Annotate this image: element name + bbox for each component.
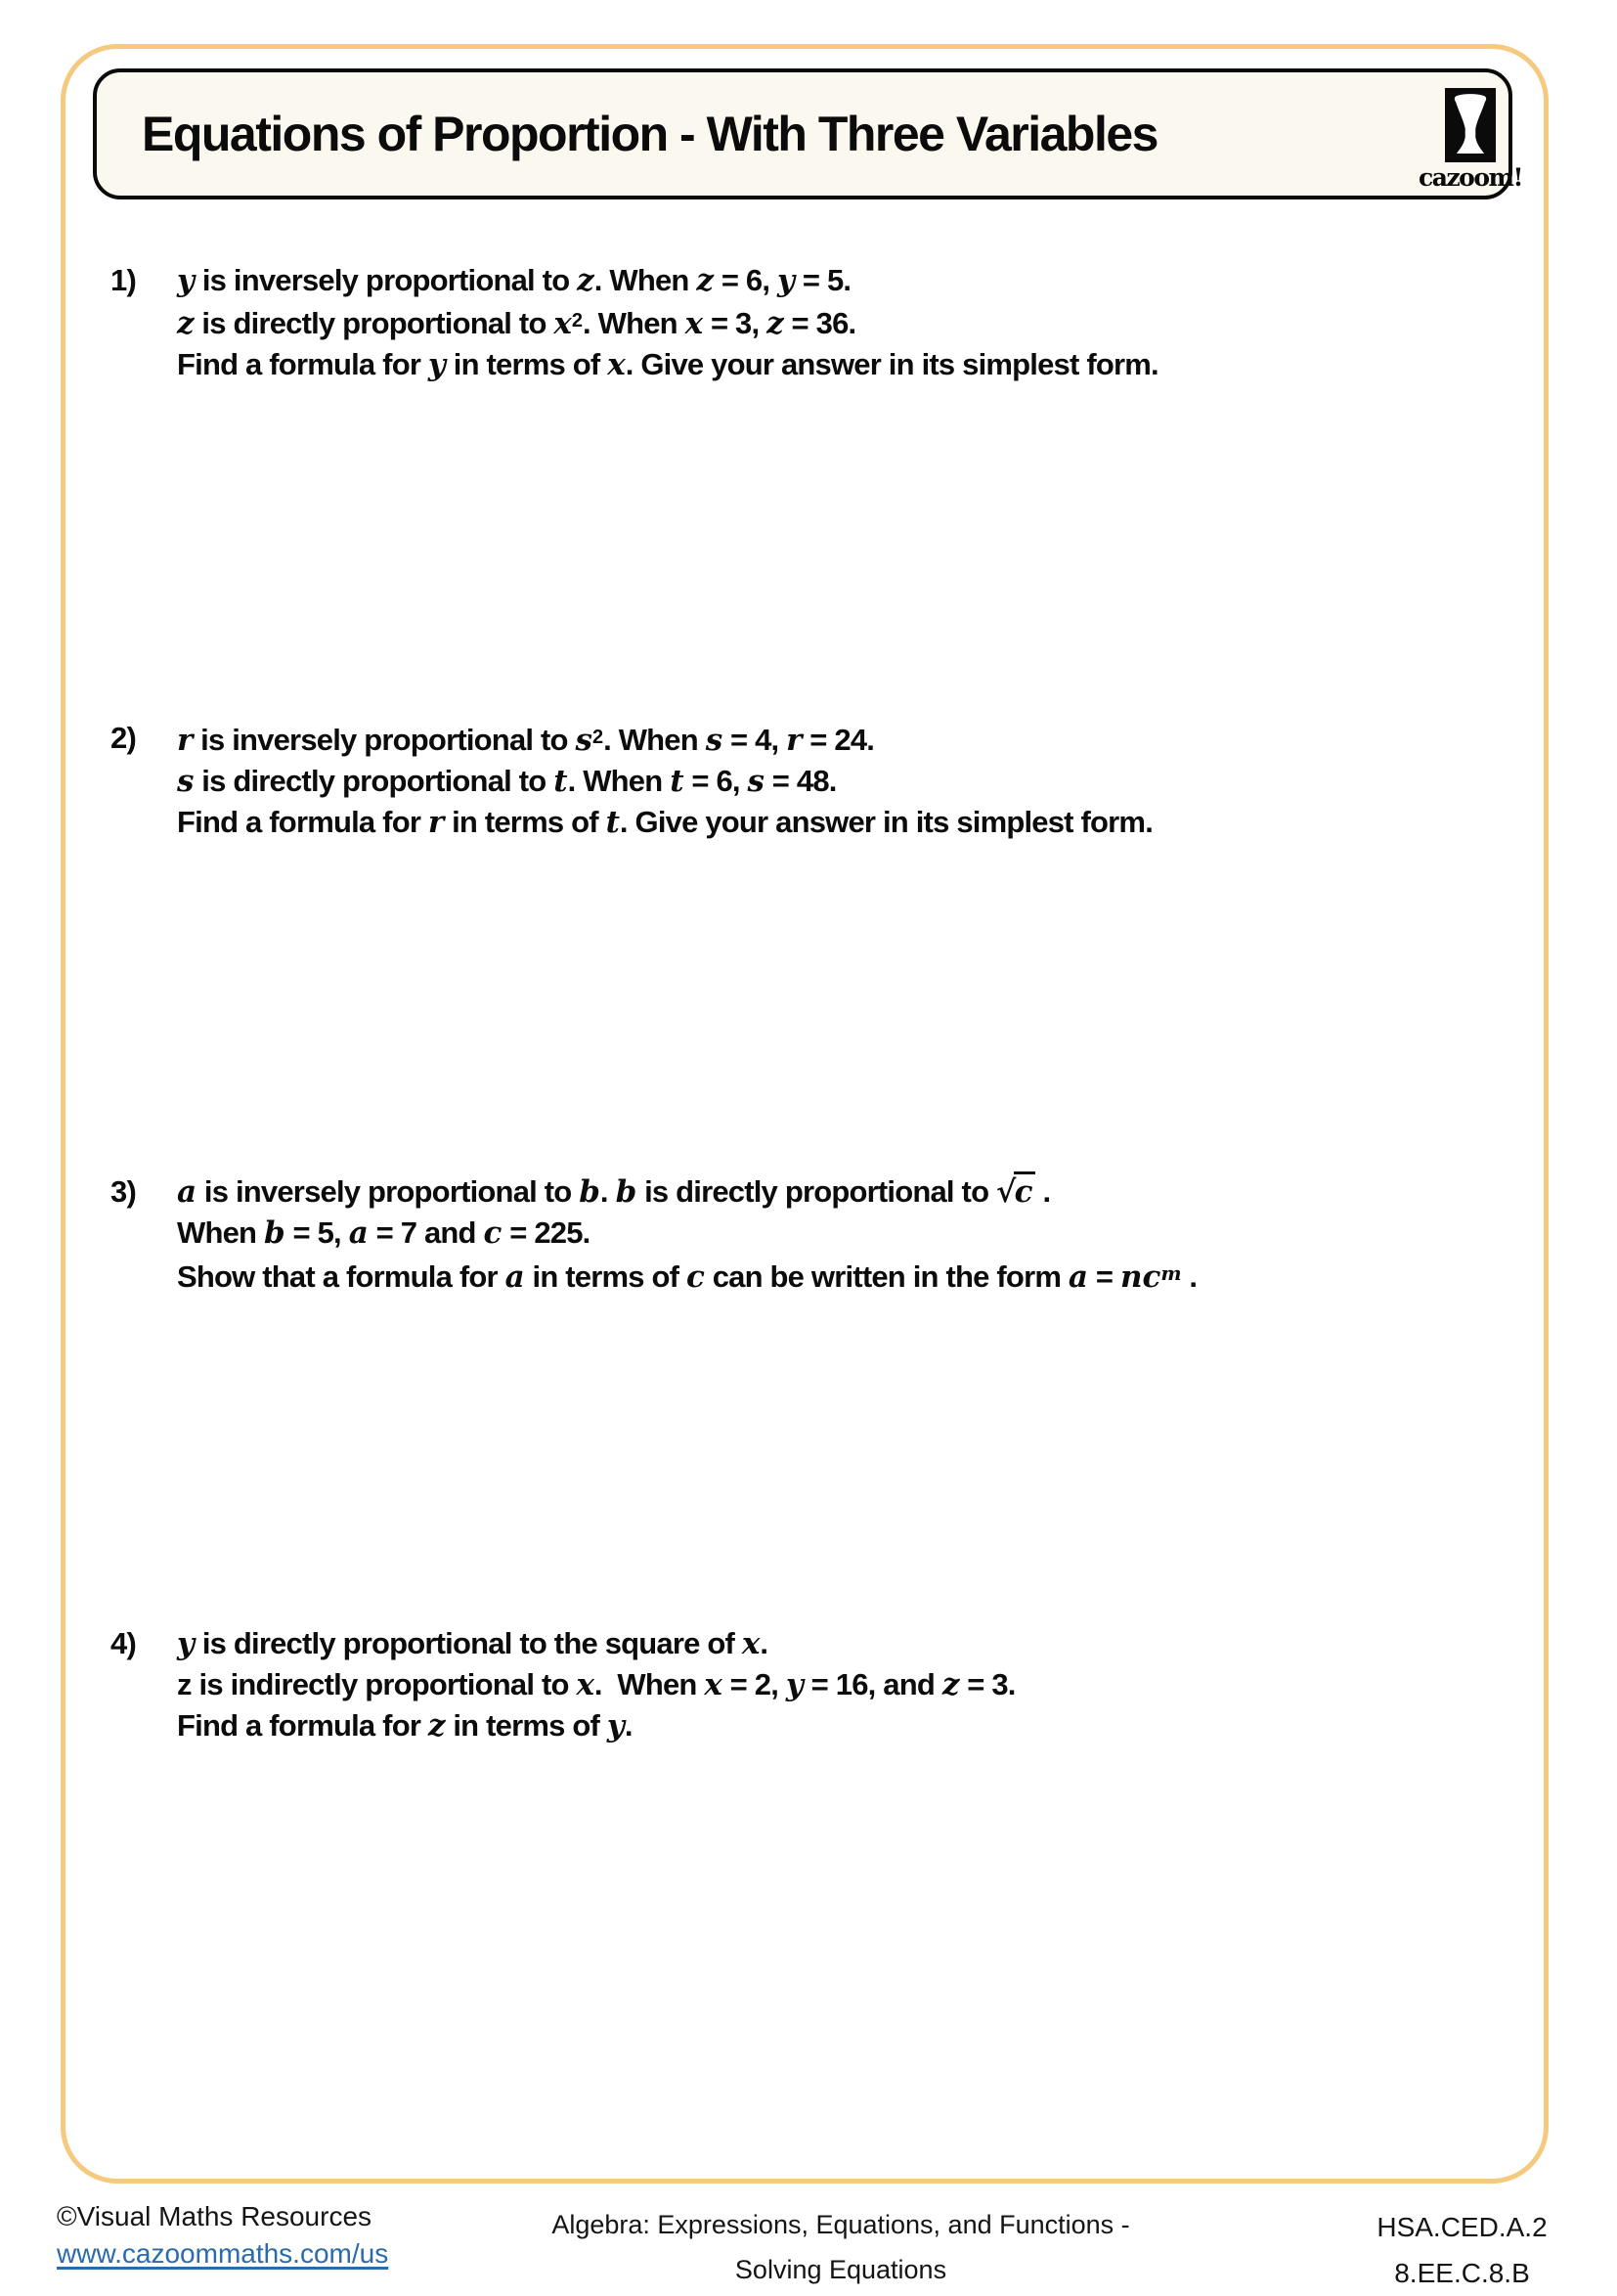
text-segment: = 225. bbox=[502, 1215, 590, 1250]
text-segment: is inversely proportional to bbox=[197, 1174, 580, 1209]
text-segment: Find a formula for bbox=[177, 805, 428, 839]
footer-subject-line2: Solving Equations bbox=[734, 2255, 947, 2284]
text-segment: . When bbox=[603, 723, 706, 757]
radicand: c bbox=[1014, 1171, 1035, 1210]
page-title: Equations of Proportion - With Three Variables bbox=[142, 107, 1158, 161]
math-variable: t bbox=[605, 805, 620, 840]
math-variable: s bbox=[575, 723, 592, 758]
math-variable: t bbox=[670, 764, 684, 799]
math-variable: z bbox=[177, 306, 195, 341]
question-line bbox=[177, 1664, 1016, 1705]
math-variable: b bbox=[615, 1174, 637, 1210]
text-segment: can be written in the form bbox=[704, 1259, 1069, 1294]
question-number: 2) bbox=[110, 721, 136, 755]
math-variable: a bbox=[348, 1215, 369, 1251]
text-segment: When bbox=[177, 1215, 264, 1250]
website-link[interactable]: www.cazoommaths.com/us bbox=[57, 2238, 389, 2269]
text-segment: = 2, bbox=[721, 1667, 786, 1701]
math-variable: y bbox=[606, 1708, 625, 1744]
question-line bbox=[177, 718, 1153, 761]
math-variable: s bbox=[177, 764, 195, 799]
text-segment: is inversely proportional to bbox=[193, 723, 576, 757]
math-variable: x bbox=[684, 306, 704, 341]
math-variable: y bbox=[777, 263, 796, 298]
text-segment: . bbox=[760, 1626, 768, 1660]
question-2 bbox=[110, 718, 1153, 843]
question-4 bbox=[110, 1623, 1016, 1746]
math-variable: b bbox=[579, 1174, 600, 1210]
text-segment: . Give your answer in its simplest form. bbox=[625, 347, 1158, 381]
text-segment: = 6, bbox=[683, 764, 748, 798]
math-variable: a bbox=[504, 1259, 525, 1295]
copyright-text: ©Visual Maths Resources bbox=[57, 2201, 372, 2231]
question-line bbox=[177, 344, 1158, 385]
text-segment: = 6, bbox=[714, 263, 777, 297]
superscript: 2 bbox=[571, 310, 584, 331]
question-line bbox=[177, 1705, 1016, 1746]
math-variable: x bbox=[704, 1667, 722, 1702]
logo-wordmark: cazoom! bbox=[1419, 163, 1522, 192]
text-segment: = 36. bbox=[783, 306, 856, 340]
math-variable: x bbox=[741, 1626, 761, 1661]
question-3 bbox=[110, 1171, 1197, 1298]
question-line bbox=[177, 1623, 1016, 1664]
math-variable: c bbox=[483, 1215, 503, 1251]
text-segment: in terms of bbox=[445, 347, 608, 381]
math-variable: r bbox=[177, 723, 194, 758]
standard-code-1: HSA.CED.A.2 bbox=[1377, 2212, 1548, 2242]
math-variable: x bbox=[576, 1667, 594, 1702]
question-line bbox=[177, 1254, 1197, 1298]
text-segment: . When bbox=[583, 306, 685, 340]
question-number: 1) bbox=[110, 263, 136, 297]
footer-standards bbox=[1367, 2204, 1557, 2296]
question-line bbox=[177, 260, 1158, 301]
text-segment: . bbox=[624, 1708, 633, 1743]
math-variable: z bbox=[766, 306, 784, 341]
math-variable: s bbox=[705, 723, 723, 758]
footer-subject-line1: Algebra: Expressions, Equations, and Functions - bbox=[551, 2210, 1130, 2239]
text-segment: . When bbox=[593, 1667, 705, 1701]
text-segment: = 16, and bbox=[803, 1667, 942, 1701]
text-segment: = 5, bbox=[284, 1215, 349, 1250]
text-segment: is directly proportional to bbox=[636, 1174, 997, 1209]
text-segment: z is indirectly proportional to bbox=[177, 1667, 577, 1701]
math-variable: z bbox=[941, 1667, 960, 1702]
math-variable: n bbox=[1119, 1259, 1143, 1295]
text-segment: = 3, bbox=[703, 306, 767, 340]
math-variable: c bbox=[1142, 1259, 1161, 1295]
radical-sign: √ bbox=[996, 1174, 1016, 1210]
text-segment: . bbox=[1034, 1174, 1051, 1209]
question-line bbox=[177, 1171, 1197, 1213]
math-variable: r bbox=[427, 805, 445, 840]
question-line bbox=[177, 761, 1153, 802]
text-segment: is directly proportional to the square of bbox=[195, 1626, 742, 1660]
math-variable: a bbox=[177, 1174, 197, 1210]
text-segment: = 4, bbox=[722, 723, 787, 757]
question-line bbox=[177, 1213, 1197, 1254]
text-segment: = 3. bbox=[959, 1667, 1016, 1701]
text-segment: . Give your answer in its simplest form. bbox=[619, 805, 1154, 839]
text-segment: Find a formula for bbox=[177, 1708, 428, 1743]
text-segment: is inversely proportional to bbox=[195, 263, 578, 297]
math-variable: z bbox=[696, 263, 714, 298]
superscript-variable: m bbox=[1160, 1261, 1182, 1285]
math-variable: a bbox=[1068, 1259, 1089, 1295]
footer-left bbox=[57, 2198, 388, 2273]
question-1 bbox=[110, 260, 1158, 385]
math-variable: x bbox=[553, 306, 572, 341]
math-variable: x bbox=[607, 347, 626, 382]
text-segment: is directly proportional to bbox=[194, 764, 554, 798]
math-variable: c bbox=[685, 1259, 705, 1295]
math-variable: y bbox=[785, 1667, 804, 1702]
text-segment: . bbox=[599, 1174, 616, 1209]
question-line bbox=[177, 301, 1158, 344]
math-variable: z bbox=[427, 1708, 446, 1744]
question-number: 3) bbox=[110, 1174, 136, 1209]
text-segment: . bbox=[1181, 1259, 1198, 1294]
math-variable: b bbox=[264, 1215, 285, 1251]
math-variable: t bbox=[553, 764, 568, 799]
math-variable: z bbox=[577, 263, 594, 298]
text-segment: in terms of bbox=[445, 1708, 607, 1743]
text-segment: is directly proportional to bbox=[194, 306, 554, 340]
text-segment: = 48. bbox=[764, 764, 837, 798]
math-variable: y bbox=[177, 1626, 196, 1661]
text-segment: in terms of bbox=[444, 805, 606, 839]
superscript: 2 bbox=[591, 727, 604, 748]
text-segment: in terms of bbox=[524, 1259, 686, 1294]
math-variable: y bbox=[177, 263, 196, 298]
text-segment: . When bbox=[593, 263, 697, 297]
text-segment: = 7 and bbox=[368, 1215, 484, 1250]
text-segment: = bbox=[1088, 1259, 1120, 1294]
text-segment: Find a formula for bbox=[177, 347, 428, 381]
math-variable: s bbox=[747, 764, 765, 799]
sqrt-expression bbox=[996, 1174, 1035, 1209]
footer-subject bbox=[523, 2202, 1158, 2292]
text-segment: . When bbox=[567, 764, 671, 798]
text-segment: = 5. bbox=[795, 263, 852, 297]
standard-code-2: 8.EE.C.8.B bbox=[1394, 2258, 1530, 2288]
text-segment: Show that a formula for bbox=[177, 1259, 505, 1294]
math-variable: y bbox=[427, 347, 446, 382]
math-variable: r bbox=[786, 723, 803, 758]
question-number: 4) bbox=[110, 1626, 136, 1660]
text-segment: = 24. bbox=[802, 723, 875, 757]
question-line bbox=[177, 802, 1153, 843]
